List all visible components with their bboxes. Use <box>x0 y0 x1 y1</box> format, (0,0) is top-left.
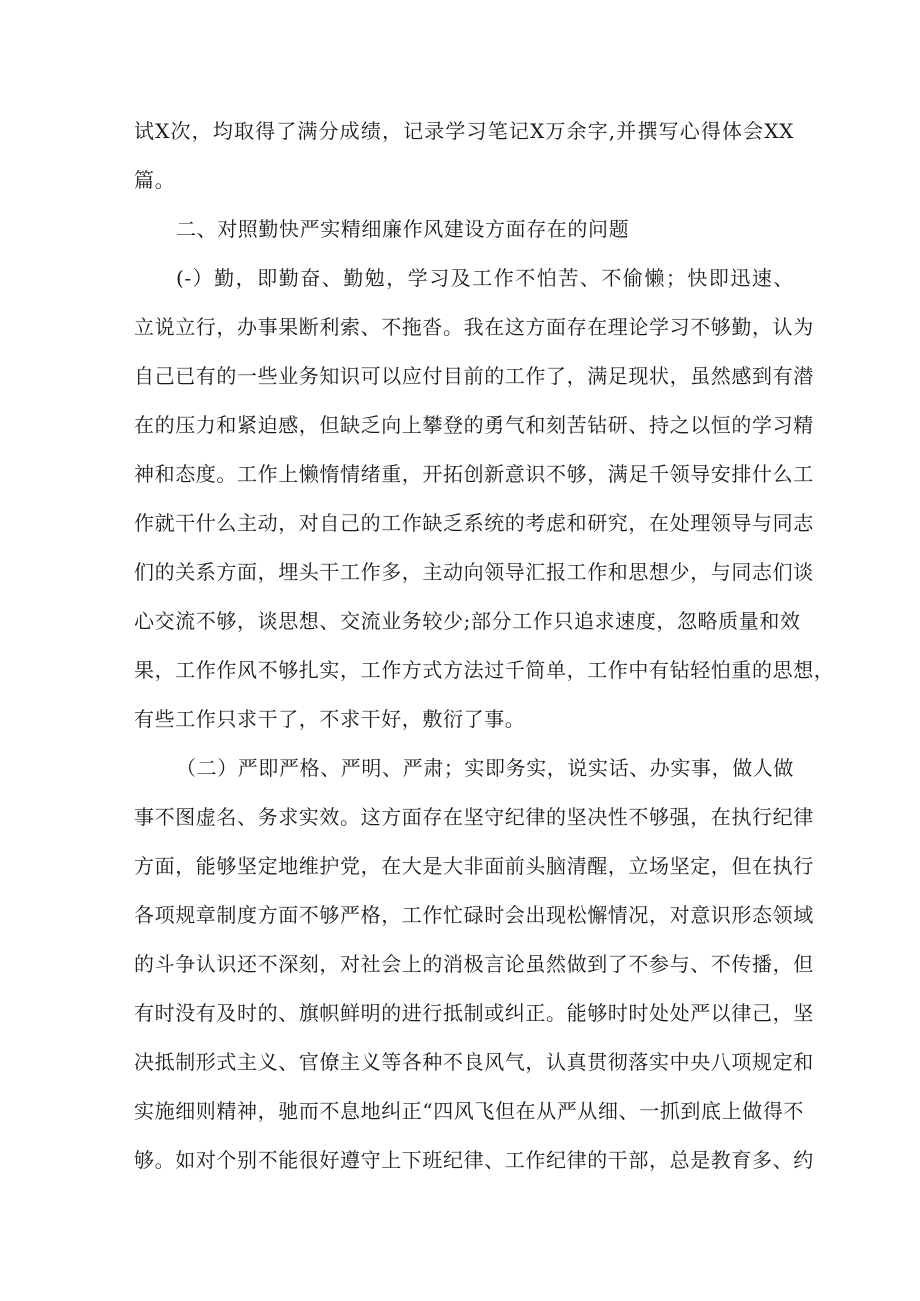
text-line: 事不图虚名、务求实效。这方面存在坚守纪律的坚决性不够强，在执行纪律 <box>134 805 814 829</box>
section-heading: 二、对照勤快严实精细廉作风建设方面存在的问题 <box>176 217 630 241</box>
text-line: 神和态度。工作上懒惰情绪重，开拓创新意识不够，满足千领导安排什么工 <box>134 462 814 486</box>
text-line: 各项规章制度方面不够严格，工作忙碌时会出现松懈情况，对意识形态领域 <box>134 903 814 927</box>
text-line: 篇。 <box>134 168 176 192</box>
text-line: 立说立行，办事果断利索、不拖沓。我在这方面存在理论学习不够勤，认为 <box>134 315 814 339</box>
text-line: 有时没有及时的、旗帜鲜明的进行抵制或纠正。能够时时处处严以律己，坚 <box>134 1001 814 1025</box>
text-line: 们的关系方面，埋头干工作多，主动向领导汇报工作和思想少，与同志们谈 <box>134 560 814 584</box>
text-line: 够。如对个别不能很好遵守上下班纪律、工作纪律的干部，总是教育多、约 <box>134 1148 814 1172</box>
text-line: 果，工作作风不够扎实，工作方式方法过千简单，工作中有钻轻怕重的思想， <box>134 658 835 682</box>
text-line: 有些工作只求干了，不求干好，敷衍了事。 <box>134 707 526 731</box>
text-line: 心交流不够，谈思想、交流业务较少;部分工作只追求速度，忽略质量和效 <box>134 609 801 633</box>
text-line: 自己已有的一些业务知识可以应付目前的工作了，满足现状，虽然感到有潜 <box>134 364 814 388</box>
text-line: 在的压力和紧迫感，但缺乏向上攀登的勇气和刻苦钻研、持之以恒的学习精 <box>134 413 814 437</box>
text-line: 作就干什么主动，对自己的工作缺乏系统的考虑和研究，在处理领导与同志 <box>134 511 814 535</box>
text-line: 的斗争认识还不深刻，对社会上的消极言论虽然做到了不参与、不传播，但 <box>134 952 814 976</box>
text-line: 决抵制形式主义、官僚主义等各种不良风气，认真贯彻落实中央八项规定和 <box>134 1050 814 1074</box>
text-line: （二）严即严格、严明、严肃；实即务实，说实话、办实事，做人做 <box>176 756 794 780</box>
text-line: 试X次，均取得了满分成绩，记录学习笔记X万余字,并撰写心得体会XX <box>134 119 794 143</box>
text-line: 方面，能够坚定地维护党，在大是大非面前头脑清醒，立场坚定，但在执行 <box>134 854 814 878</box>
text-line: (-）勤，即勤奋、勤勉，学习及工作不怕苦、不偷懒；快即迅速、 <box>176 266 794 290</box>
text-line: 实施细则精神，驰而不息地纠正“四风飞但在从严从细、一抓到底上做得不 <box>134 1099 805 1123</box>
